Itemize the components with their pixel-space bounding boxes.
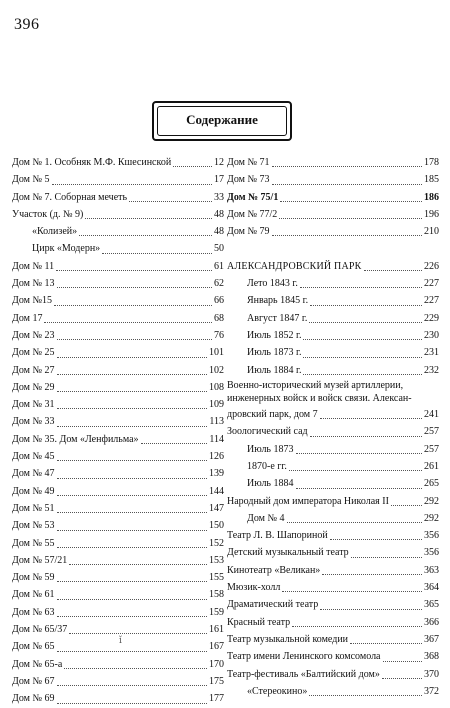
- toc-entry-page: 185: [424, 174, 439, 186]
- dot-leader: [351, 557, 422, 558]
- dot-leader: [44, 322, 212, 323]
- toc-entry-text: Дом № 1. Особняк М.Ф. Кшесинской: [12, 157, 172, 168]
- toc-entry-text: Дом № 33: [12, 416, 55, 428]
- toc-entry-text-line: инженерных войск и войск связи. Алексан-: [227, 393, 412, 405]
- toc-entry-text: Январь 1845 г.: [247, 295, 309, 307]
- toc-entry: [227, 171, 439, 188]
- toc-entry-text: Дом № 49: [12, 485, 55, 497]
- toc-entry-page: 62: [214, 278, 224, 290]
- toc-entry: [227, 258, 439, 275]
- toc-entry-text: Дом № 59: [12, 572, 55, 584]
- dot-leader: [364, 270, 422, 271]
- toc-entry-page: 226: [424, 260, 439, 272]
- toc-entry-page: 114: [209, 433, 224, 445]
- toc-entry: [12, 431, 224, 448]
- toc-entry-text: Красный театр: [227, 616, 291, 628]
- dot-leader: [64, 668, 207, 669]
- dot-leader: [52, 184, 213, 185]
- toc-entry-text: Зоологический сад: [227, 426, 308, 438]
- toc-entry-text: Цирк «Модерн»: [32, 243, 101, 255]
- dot-leader: [54, 305, 212, 306]
- toc-entry: [12, 465, 224, 482]
- dot-leader: [57, 651, 208, 652]
- toc-entry-page: 167: [209, 641, 224, 653]
- toc-entry-page: 231: [424, 347, 439, 359]
- toc-entry: [12, 379, 224, 396]
- toc-entry-text: 1870-е гг.: [247, 460, 287, 472]
- dot-leader: [296, 488, 423, 489]
- toc-entry-page: 108: [209, 381, 224, 393]
- toc-entry-page: 257: [424, 443, 439, 455]
- toc-entry-page: 365: [424, 599, 439, 611]
- toc-entry: [12, 362, 224, 379]
- toc-entry: [227, 475, 439, 492]
- toc-entry: [12, 552, 224, 569]
- toc-entry-page: 368: [424, 651, 439, 663]
- toc-entry-page: 196: [424, 208, 439, 220]
- toc-entry-page: 144: [209, 485, 224, 497]
- toc-entry: [227, 631, 439, 648]
- toc-entry: [12, 413, 224, 430]
- toc-entry-text: Дом № 61: [12, 589, 55, 601]
- dot-leader: [57, 581, 208, 582]
- toc-entry-page: 370: [424, 668, 439, 680]
- toc-entry: [12, 189, 224, 206]
- dot-leader: [57, 703, 208, 704]
- toc-entry-page: 363: [424, 564, 439, 576]
- dot-leader: [57, 512, 208, 513]
- toc-entry-text: Дом № 57/21: [12, 554, 68, 566]
- dot-leader: [272, 184, 423, 185]
- dot-leader: [57, 478, 208, 479]
- toc-entry-text: Театр музыкальной комедии: [227, 633, 349, 645]
- toc-entry: [12, 154, 224, 171]
- toc-entry-text: Дом № 5: [12, 174, 50, 186]
- footnote-mark: ǐ: [119, 636, 122, 646]
- dot-leader: [292, 626, 422, 627]
- dot-leader: [57, 616, 208, 617]
- toc-entry-text: Дом № 45: [12, 451, 55, 463]
- toc-entry: [12, 690, 224, 707]
- toc-entry-text: Июль 1873: [247, 443, 294, 455]
- toc-entry-text: Дом № 35. Дом «Ленфильма»: [12, 433, 139, 445]
- toc-entry: [227, 423, 439, 440]
- toc-entry-page: 292: [424, 512, 439, 524]
- dot-leader: [57, 408, 208, 409]
- toc-entry-page: 159: [209, 606, 224, 618]
- toc-entry-page: 356: [424, 530, 439, 542]
- toc-entry-page: 158: [209, 589, 224, 601]
- toc-entry: [12, 310, 224, 327]
- toc-entry-page: 161: [209, 624, 224, 636]
- toc-entry: [227, 379, 439, 423]
- dot-leader: [296, 453, 423, 454]
- toc-entry-page: 139: [209, 468, 224, 480]
- page-number: 396: [14, 16, 40, 33]
- dot-leader: [282, 591, 422, 592]
- toc-entry-text: Дом № 77/2: [227, 208, 278, 220]
- dot-leader: [272, 235, 423, 236]
- toc-entry: [12, 535, 224, 552]
- toc-entry-page: 177: [209, 693, 224, 705]
- dot-leader: [310, 436, 422, 437]
- toc-entry-page: 170: [209, 658, 224, 670]
- toc-entry: [227, 510, 439, 527]
- dot-leader: [280, 201, 422, 202]
- toc-entry: [227, 154, 439, 171]
- toc-entry-text-line: Военно-исторический музей артиллерии,: [227, 379, 404, 391]
- toc-entry-page: 12: [214, 157, 224, 168]
- toc-entry: [227, 310, 439, 327]
- dot-leader: [56, 270, 212, 271]
- toc-entry-text: Кинотеатр «Великан»: [227, 564, 321, 576]
- toc-entry: [227, 666, 439, 683]
- toc-entry-text: Драматический театр: [227, 599, 319, 611]
- dot-leader: [79, 235, 212, 236]
- toc-entry: [12, 586, 224, 603]
- toc-entry: [12, 206, 224, 223]
- toc-entry-text: АЛЕКСАНДРОВСКИЙ ПАРК: [227, 260, 362, 272]
- dot-leader: [57, 530, 208, 531]
- toc-entry: [12, 171, 224, 188]
- dot-leader: [391, 505, 422, 506]
- toc-entry: [227, 614, 439, 631]
- toc-entry-page: 109: [209, 399, 224, 411]
- toc-entry-text: Дом № 65-а: [12, 658, 63, 670]
- dot-leader: [57, 599, 208, 600]
- toc-entry-text: Дом № 13: [12, 278, 55, 290]
- toc-entry-text: Детский музыкальный театр: [227, 547, 349, 559]
- toc-entry: [227, 223, 439, 240]
- toc-entry-page: 66: [214, 295, 224, 307]
- toc-entry-page: 227: [424, 295, 439, 307]
- toc-entry: [12, 656, 224, 673]
- dot-leader: [272, 166, 423, 167]
- toc-entry-text: Дом № 53: [12, 520, 55, 532]
- toc-entry: [227, 206, 439, 223]
- dot-leader: [300, 287, 422, 288]
- toc-entry-page: 68: [214, 312, 224, 324]
- toc-entry-text: Мюзик-холл: [227, 582, 281, 594]
- toc-entry-text: Дом № 25: [12, 347, 55, 359]
- dot-leader: [85, 218, 212, 219]
- page-title: Содержание: [186, 112, 258, 127]
- toc-entry-text: «Колизей»: [32, 226, 78, 238]
- toc-entry: [12, 569, 224, 586]
- toc-entry: [227, 562, 439, 579]
- toc-entry: [12, 448, 224, 465]
- toc-entry: [12, 483, 224, 500]
- toc-entry: [227, 344, 439, 361]
- toc-entry-text: Дом № 7. Соборная мечеть: [12, 191, 128, 203]
- toc-entry: [12, 673, 224, 690]
- dot-leader: [330, 539, 422, 540]
- toc-entry: [12, 517, 224, 534]
- toc-entry-text: «Стереокино»: [247, 685, 308, 697]
- toc-entry: [12, 621, 224, 638]
- dot-leader: [350, 643, 422, 644]
- toc-entry: [12, 396, 224, 413]
- toc-entry-text: Дом № 4: [247, 512, 285, 524]
- dot-leader: [320, 609, 422, 610]
- dot-leader: [279, 218, 422, 219]
- toc-entry-text: Июль 1884: [247, 478, 294, 490]
- dot-leader: [289, 470, 422, 471]
- dot-leader: [57, 357, 208, 358]
- toc-entry: [12, 275, 224, 292]
- toc-entry-page: 50: [214, 243, 224, 255]
- toc-entry-page: 178: [424, 157, 439, 168]
- dot-leader: [173, 166, 212, 167]
- toc-entry: [227, 362, 439, 379]
- toc-entry-text: Дом №15: [12, 295, 52, 307]
- toc-entry: [227, 596, 439, 613]
- toc-entry-text: Дом № 31: [12, 399, 55, 411]
- dot-leader: [310, 305, 422, 306]
- toc-entry: [227, 189, 439, 206]
- toc-entry-page: 102: [209, 364, 224, 376]
- toc-entry-text: Театр-фестиваль «Балтийский дом»: [227, 668, 380, 680]
- toc-entry-page: 153: [209, 554, 224, 566]
- toc-entry-text: Дом № 75/1: [227, 191, 279, 203]
- toc-entry: [227, 458, 439, 475]
- dot-leader: [303, 339, 422, 340]
- dot-leader: [69, 633, 207, 634]
- toc-entry-page: 17: [214, 174, 224, 186]
- title-frame: [152, 101, 292, 141]
- toc-entry-page: 210: [424, 226, 439, 238]
- toc-entry: [227, 275, 439, 292]
- toc-entry-text: Дом № 65: [12, 641, 55, 653]
- toc-entry-page: 186: [424, 191, 439, 203]
- toc-entry-page: 155: [209, 572, 224, 584]
- toc-entry-text: Дом № 79: [227, 226, 270, 238]
- toc-entry: [227, 579, 439, 596]
- toc-entry-page: 241: [424, 409, 439, 421]
- toc-entry: [12, 292, 224, 309]
- toc-entry-text-line: дровский парк, дом 7: [227, 409, 318, 421]
- toc-entry-page: 366: [424, 616, 439, 628]
- toc-entry-text: Дом № 73: [227, 174, 270, 186]
- toc-entry-page: 33: [214, 191, 224, 203]
- toc-entry-page: 101: [209, 347, 224, 359]
- dot-leader: [69, 564, 207, 565]
- toc-entry: [12, 344, 224, 361]
- dot-leader: [309, 322, 422, 323]
- toc-entry-text: Дом № 23: [12, 329, 55, 341]
- toc-entry: [227, 527, 439, 544]
- dot-leader: [57, 426, 208, 427]
- dot-leader: [57, 547, 208, 548]
- toc-entry-page: 48: [214, 226, 224, 238]
- toc-entry-page: 367: [424, 633, 439, 645]
- toc-entry-text: Народный дом императора Николая II: [227, 495, 389, 507]
- toc-entry-text: Дом № 51: [12, 502, 55, 514]
- dot-leader: [320, 418, 422, 419]
- toc-entry-text: Июль 1852 г.: [247, 329, 302, 341]
- toc-entry-text: Дом № 65/37: [12, 624, 68, 636]
- toc-entry-page: 230: [424, 329, 439, 341]
- dot-leader: [309, 695, 422, 696]
- toc-entry-page: 364: [424, 582, 439, 594]
- toc-right-column: [227, 154, 439, 700]
- toc-entry-text: Июль 1884 г.: [247, 364, 302, 376]
- toc-entry-page: 229: [424, 312, 439, 324]
- toc-entry-text: Дом № 67: [12, 675, 55, 687]
- toc-entry-page: 261: [424, 460, 439, 472]
- dot-leader: [57, 685, 208, 686]
- toc-entry-text: Лето 1843 г.: [247, 278, 298, 290]
- toc-entry-page: 150: [209, 520, 224, 532]
- toc-entry: [12, 223, 224, 240]
- dot-leader: [382, 678, 422, 679]
- dot-leader: [303, 357, 422, 358]
- toc-entry-text: Участок (д. № 9): [12, 208, 84, 220]
- toc-entry-page: 175: [209, 675, 224, 687]
- dot-leader: [129, 201, 212, 202]
- toc-entry-page: 76: [214, 329, 224, 341]
- dot-leader: [287, 522, 423, 523]
- toc-entry: [227, 683, 439, 700]
- toc-entry-text: Театр Л. В. Шапориной: [227, 530, 328, 542]
- toc-entry-page: 372: [424, 685, 439, 697]
- toc-entry-text: Дом № 63: [12, 606, 55, 618]
- toc-entry-text: Дом № 27: [12, 364, 55, 376]
- toc-entry: [12, 638, 224, 655]
- toc-left-column: [12, 154, 224, 708]
- toc-entry: [12, 327, 224, 344]
- toc-entry-text: Дом № 69: [12, 693, 55, 705]
- dot-leader: [57, 391, 208, 392]
- toc-entry-text: Дом № 71: [227, 157, 270, 168]
- toc-entry-text: Дом № 29: [12, 381, 55, 393]
- toc-entry: [227, 493, 439, 510]
- dot-leader: [322, 574, 422, 575]
- dot-leader: [57, 374, 208, 375]
- toc-entry-page: 292: [424, 495, 439, 507]
- toc-entry-text: Дом № 11: [12, 260, 55, 272]
- toc-entry-text: Дом № 55: [12, 537, 55, 549]
- toc-entry: [227, 292, 439, 309]
- toc-entry-text: Июль 1873 г.: [247, 347, 302, 359]
- toc-entry: [227, 327, 439, 344]
- toc-entry: [227, 544, 439, 561]
- toc-entry-text: Дом № 47: [12, 468, 55, 480]
- toc-entry-page: 48: [214, 208, 224, 220]
- toc-entry-page: 232: [424, 364, 439, 376]
- toc-entry-page: 61: [214, 260, 224, 272]
- dot-leader: [141, 443, 208, 444]
- dot-leader: [57, 495, 208, 496]
- toc-entry-page: 152: [209, 537, 224, 549]
- dot-leader: [57, 287, 213, 288]
- dot-leader: [57, 460, 208, 461]
- toc-entry-page: 113: [209, 416, 224, 428]
- dot-leader: [383, 661, 423, 662]
- toc-spacer: [227, 240, 439, 257]
- toc-entry: [12, 258, 224, 275]
- toc-entry: [12, 604, 224, 621]
- dot-leader: [102, 253, 212, 254]
- toc-entry-text: Дом 17: [12, 312, 43, 324]
- toc-entry: [12, 500, 224, 517]
- toc-entry-page: 265: [424, 478, 439, 490]
- toc-entry: [227, 441, 439, 458]
- dot-leader: [57, 339, 213, 340]
- toc-entry-page: 147: [209, 502, 224, 514]
- toc-entry-page: 257: [424, 426, 439, 438]
- toc-entry-text: Театр имени Ленинского комсомола: [227, 651, 381, 663]
- toc-entry: [12, 240, 224, 257]
- toc-entry-page: 356: [424, 547, 439, 559]
- toc-entry-page: 126: [209, 451, 224, 463]
- dot-leader: [303, 374, 422, 375]
- toc-entry-page: 227: [424, 278, 439, 290]
- toc-entry-text: Август 1847 г.: [247, 312, 308, 324]
